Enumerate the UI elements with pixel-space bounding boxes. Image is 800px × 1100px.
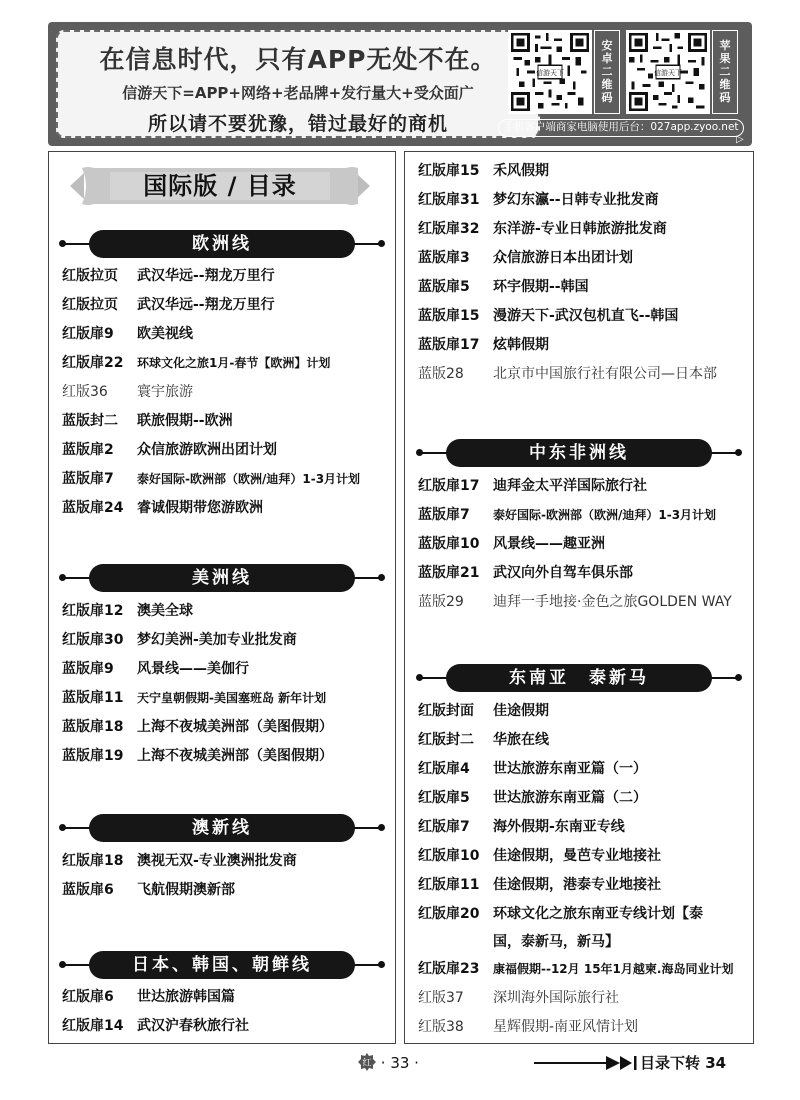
qr-center-label: 信游天下 xyxy=(536,68,564,77)
list-item[interactable]: 蓝版扉15 漫游天下-武汉包机直飞--韩国 xyxy=(418,308,679,324)
backend-url-note: 手机客户端商家电脑使用后台：027app.zyoo.net xyxy=(498,119,744,137)
list-item[interactable]: 蓝版扉21 武汉向外自驾车俱乐部 xyxy=(418,565,633,581)
qr-code-android-icon xyxy=(508,30,592,114)
section-header-americas xyxy=(59,564,385,592)
japan-korea-list-right xyxy=(418,157,717,389)
section-header-europe xyxy=(59,230,385,258)
list-item[interactable]: 蓝版扉2 众信旅游欧洲出团计划 xyxy=(62,442,277,458)
page-number: 红 · 33 · xyxy=(358,1053,419,1072)
seal-icon xyxy=(358,1053,376,1071)
section-title: 中东非洲线 xyxy=(446,439,712,467)
list-item[interactable]: 红版扉18 澳视无双-专业澳洲批发商 xyxy=(62,853,297,869)
list-item[interactable]: 红版扉12 澳美全球 xyxy=(62,603,193,619)
middle-east-africa-list xyxy=(418,472,732,617)
svg-text:红: 红 xyxy=(362,1058,372,1069)
list-item[interactable]: 红版拉页 武汉华远--翔龙万里行 xyxy=(62,268,275,284)
list-item[interactable]: 蓝版扉7 泰好国际-欧洲部（欧洲/迪拜）1-3月计划 xyxy=(62,471,361,487)
qr-center-label: 信游天下 xyxy=(654,68,682,77)
list-item[interactable]: 蓝版扉19 上海不夜城美洲部（美图假期） xyxy=(62,748,333,764)
list-item[interactable]: 蓝版扉17 炫韩假期 xyxy=(418,337,549,353)
list-item[interactable]: 红版扉31 梦幻东瀛--日韩专业批发商 xyxy=(418,192,659,208)
section-header-oceania xyxy=(59,814,385,842)
section-title: 日本、韩国、朝鲜线 xyxy=(89,951,355,979)
list-item[interactable]: 蓝版扉3 众信旅游日本出团计划 xyxy=(418,250,633,266)
list-item[interactable]: 红版38 星辉假期-南亚风情计划 xyxy=(418,1019,639,1035)
list-item[interactable]: 蓝版扉5 环宇假期--韩国 xyxy=(418,279,589,295)
list-item[interactable]: 红版扉20 环球文化之旅东南亚专线计划【泰 xyxy=(418,906,703,922)
list-item[interactable]: 红版扉22 环球文化之旅1月-春节【欧洲】计划 xyxy=(62,355,331,371)
section-title: 东南亚 泰新马 xyxy=(446,664,712,692)
list-item[interactable]: 红版扉5 世达旅游东南亚篇（二） xyxy=(418,790,647,806)
qr-android-label: 安 卓 二 维 码 xyxy=(594,30,620,114)
toc-title-banner xyxy=(70,164,370,208)
section-header-southeast-asia xyxy=(416,664,742,692)
list-item[interactable]: 红版扉32 东洋游-专业日韩旅游批发商 xyxy=(418,221,667,237)
southeast-asia-list xyxy=(418,697,733,1042)
toc-continue-label: 目录下转 34 xyxy=(640,1054,727,1072)
japan-korea-list-left xyxy=(62,983,249,1041)
list-item[interactable]: 蓝版扉18 上海不夜城美洲部（美图假期） xyxy=(62,719,333,735)
oceania-list xyxy=(62,847,297,905)
americas-list xyxy=(62,597,333,771)
list-item[interactable]: 红版扉23 康福假期--12月 15年1月越柬.海岛同业计划 xyxy=(418,961,734,977)
list-item[interactable]: 蓝版封二 联旅假期--欧洲 xyxy=(62,413,233,429)
app-ad-banner xyxy=(48,22,752,146)
list-item[interactable]: 红版扉15 禾风假期 xyxy=(418,163,549,179)
list-item[interactable]: 蓝版28 北京市中国旅行社有限公司—日本部 xyxy=(418,366,717,382)
ad-text-panel xyxy=(56,30,540,138)
europe-list xyxy=(62,262,360,523)
list-item[interactable]: 红版扉14 武汉沪春秋旅行社 xyxy=(62,1018,249,1034)
section-title: 欧洲线 xyxy=(89,230,355,258)
list-item[interactable]: 蓝版扉9 风景线——美伽行 xyxy=(62,661,249,677)
list-item[interactable]: 红版拉页 武汉华远--翔龙万里行 xyxy=(62,297,275,313)
ad-headline: 在信息时代，只有APP无处不在。 xyxy=(99,45,497,74)
list-item[interactable]: 红版扉10 佳途假期，曼芭专业地接社 xyxy=(418,848,661,864)
section-header-middle-east-africa xyxy=(416,439,742,467)
list-item[interactable]: 红版扉7 海外假期-东南亚专线 xyxy=(418,819,625,835)
list-item[interactable]: 红版扉6 世达旅游韩国篇 xyxy=(62,989,235,1005)
list-item[interactable]: 红版37 深圳海外国际旅行社 xyxy=(418,990,619,1006)
ad-slogan: 所以请不要犹豫，错过最好的商机 xyxy=(147,113,448,135)
page-title: 国际版 / 目录 xyxy=(143,172,297,200)
qr-apple-label: 苹 果 二 维 码 xyxy=(712,30,738,114)
list-item-continuation: 国，泰新马，新马】 xyxy=(493,934,619,950)
list-item[interactable]: 红版扉11 佳途假期，港泰专业地接社 xyxy=(418,877,661,893)
list-item[interactable]: 蓝版扉7 泰好国际-欧洲部（欧洲/迪拜）1-3月计划 xyxy=(418,507,717,523)
list-item[interactable]: 红版扉4 世达旅游东南亚篇（一） xyxy=(418,761,647,777)
list-item[interactable]: 红版封面 佳途假期 xyxy=(418,703,549,719)
section-title: 澳新线 xyxy=(89,814,355,842)
toc-continue-link[interactable] xyxy=(534,1052,744,1074)
list-item[interactable]: 红版扉9 欧美视线 xyxy=(62,326,193,342)
arrow-right-icon xyxy=(534,1054,638,1072)
list-item[interactable]: 红版扉30 梦幻美洲-美加专业批发商 xyxy=(62,632,297,648)
list-item[interactable]: 蓝版扉24 睿诚假期带您游欧洲 xyxy=(62,500,263,516)
list-item[interactable]: 蓝版扉10 风景线——趣亚洲 xyxy=(418,536,605,552)
ad-formula: 信游天下=APP+网络+老品牌+发行量大+受众面广 xyxy=(122,84,474,102)
section-title: 美洲线 xyxy=(89,564,355,592)
qr-code-apple-icon xyxy=(626,30,710,114)
list-item[interactable]: 蓝版29 迪拜一手地接·金色之旅GOLDEN WAY xyxy=(418,594,732,610)
list-item[interactable]: 红版扉17 迪拜金太平洋国际旅行社 xyxy=(418,478,647,494)
cursor-arrow-icon: ▷ xyxy=(736,134,744,145)
list-item[interactable]: 红版36 寰宇旅游 xyxy=(62,384,193,400)
list-item[interactable]: 蓝版扉6 飞航假期澳新部 xyxy=(62,882,235,898)
section-header-japan-korea xyxy=(59,951,385,979)
list-item[interactable]: 蓝版扉11 天宁皇朝假期-美国塞班岛 新年计划 xyxy=(62,690,327,706)
list-item[interactable]: 红版封二 华旅在线 xyxy=(418,732,549,748)
